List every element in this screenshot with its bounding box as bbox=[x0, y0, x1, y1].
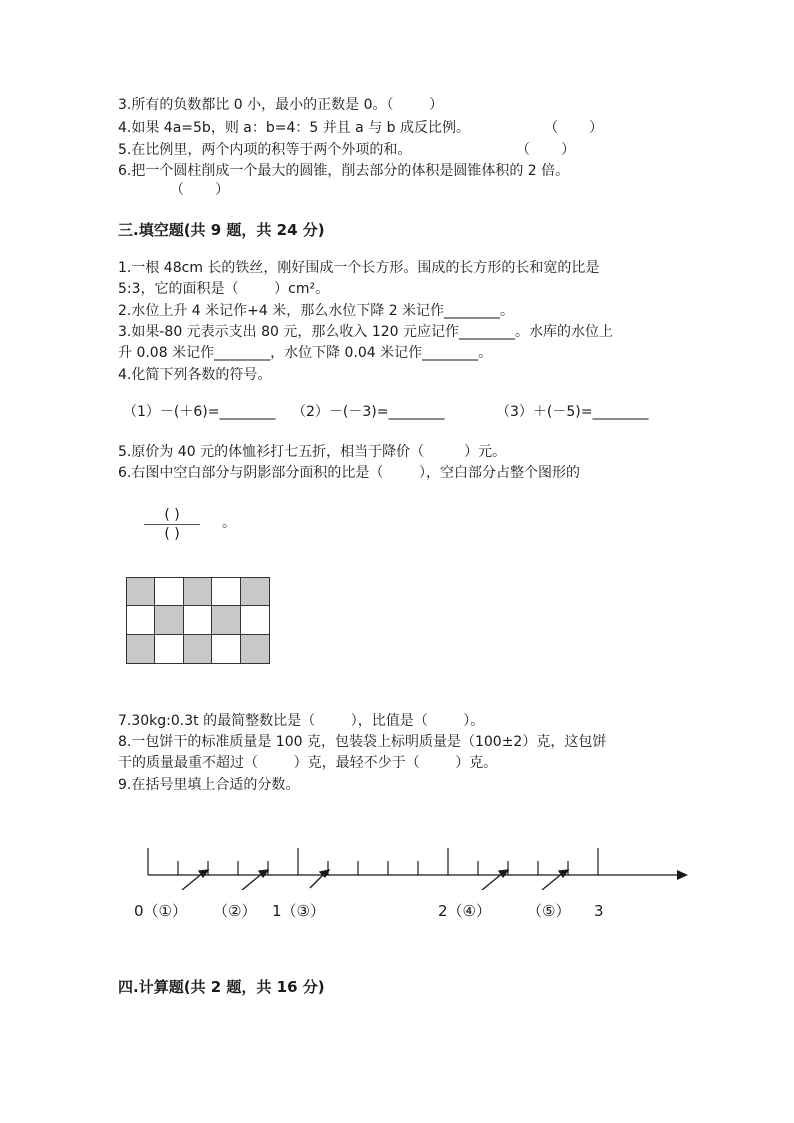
judge-q3: 3.所有的负数都比 0 小，最小的正数是 0。（ ） bbox=[118, 97, 444, 113]
numberline-label-5: （⑤） bbox=[527, 902, 571, 920]
grid-cell bbox=[127, 578, 155, 606]
fill-q3-line2: 升 0.08 米记作________，水位下降 0.04 米记作________。 bbox=[118, 345, 493, 361]
numberline-label-2b: 2（④） bbox=[438, 902, 491, 920]
fraction-denominator: ( ) bbox=[164, 526, 180, 542]
fill-q2: 2.水位上升 4 米记作+4 米，那么水位下降 2 米记作________。 bbox=[118, 303, 515, 319]
number-line-arrowhead bbox=[677, 870, 688, 880]
fill-q6-fraction bbox=[144, 507, 200, 542]
section4-title: 四.计算题(共 2 题，共 16 分) bbox=[118, 978, 325, 996]
grid-cell bbox=[184, 606, 212, 634]
fill-q6-end: 。 bbox=[222, 515, 236, 531]
grid-cell bbox=[212, 635, 240, 663]
grid-cell bbox=[155, 578, 183, 606]
judge-q4: 4.如果 4a=5b，则 a：b=4：5 并且 a 与 b 成反比例。 bbox=[118, 120, 470, 136]
grid-cell bbox=[184, 635, 212, 663]
fraction-bar bbox=[144, 524, 200, 525]
fill-q4-part2: （2）－(－3)=________ bbox=[292, 404, 445, 420]
numberline-label-3: 3 bbox=[594, 902, 604, 920]
grid-cell bbox=[212, 578, 240, 606]
fill-q8-line2: 干的质量最重不超过（ ）克，最轻不少于（ ）克。 bbox=[118, 755, 498, 771]
grid-cell bbox=[241, 635, 269, 663]
judge-q5-paren: （ ） bbox=[516, 142, 576, 158]
fill-q4-part3: （3）＋(－5)=________ bbox=[496, 404, 649, 420]
numberline-label-2: （②） bbox=[213, 902, 257, 920]
judge-q6-paren: （ ） bbox=[170, 182, 230, 198]
judge-q6: 6.把一个圆柱削成一个最大的圆锥，削去部分的体积是圆锥体积的 2 倍。 bbox=[118, 163, 570, 179]
fill-q8-line1: 8.一包饼干的标准质量是 100 克，包装袋上标明质量是（100±2）克，这包饼 bbox=[118, 734, 607, 750]
fill-q9: 9.在括号里填上合适的分数。 bbox=[118, 777, 300, 793]
fill-q7: 7.30kg:0.3t 的最简整数比是（ ），比值是（ ）。 bbox=[118, 713, 485, 729]
numberline-label-0: 0（①） bbox=[134, 902, 187, 920]
fill-q4-part1: （1）－(＋6)=________ bbox=[123, 404, 276, 420]
judge-q5: 5.在比例里，两个内项的积等于两个外项的和。 bbox=[118, 142, 412, 158]
grid-cell bbox=[241, 578, 269, 606]
grid-cell bbox=[155, 606, 183, 634]
fill-q1-line2: 5:3，它的面积是（ ）cm²。 bbox=[118, 281, 330, 297]
fill-q3-line1: 3.如果-80 元表示支出 80 元，那么收入 120 元应记作________。水库的水位上 bbox=[118, 324, 614, 340]
grid-cell bbox=[212, 606, 240, 634]
fill-q5: 5.原价为 40 元的体恤衫打七五折，相当于降价（ ）元。 bbox=[118, 444, 507, 460]
section3-title: 三.填空题(共 9 题，共 24 分) bbox=[118, 221, 325, 239]
number-line-pointer-arrows bbox=[182, 870, 568, 890]
judge-q4-paren: （ ） bbox=[544, 120, 604, 136]
fraction-numerator: ( ) bbox=[164, 507, 180, 523]
fill-q4: 4.化简下列各数的符号。 bbox=[118, 367, 272, 383]
fill-q6: 6.右图中空白部分与阴影部分面积的比是（ ），空白部分占整个图形的 bbox=[118, 465, 580, 481]
number-line-ticks bbox=[148, 848, 598, 875]
grid-cell bbox=[241, 606, 269, 634]
grid-cell bbox=[184, 578, 212, 606]
grid-cell bbox=[127, 635, 155, 663]
grid-cell bbox=[155, 635, 183, 663]
numberline-label-1: 1（③） bbox=[272, 902, 325, 920]
fill-q1-line1: 1.一根 48cm 长的铁丝，刚好围成一个长方形。围成的长方形的长和宽的比是 bbox=[118, 260, 600, 276]
number-line bbox=[130, 840, 700, 890]
shaded-grid-figure bbox=[126, 577, 270, 664]
grid-cell bbox=[127, 606, 155, 634]
